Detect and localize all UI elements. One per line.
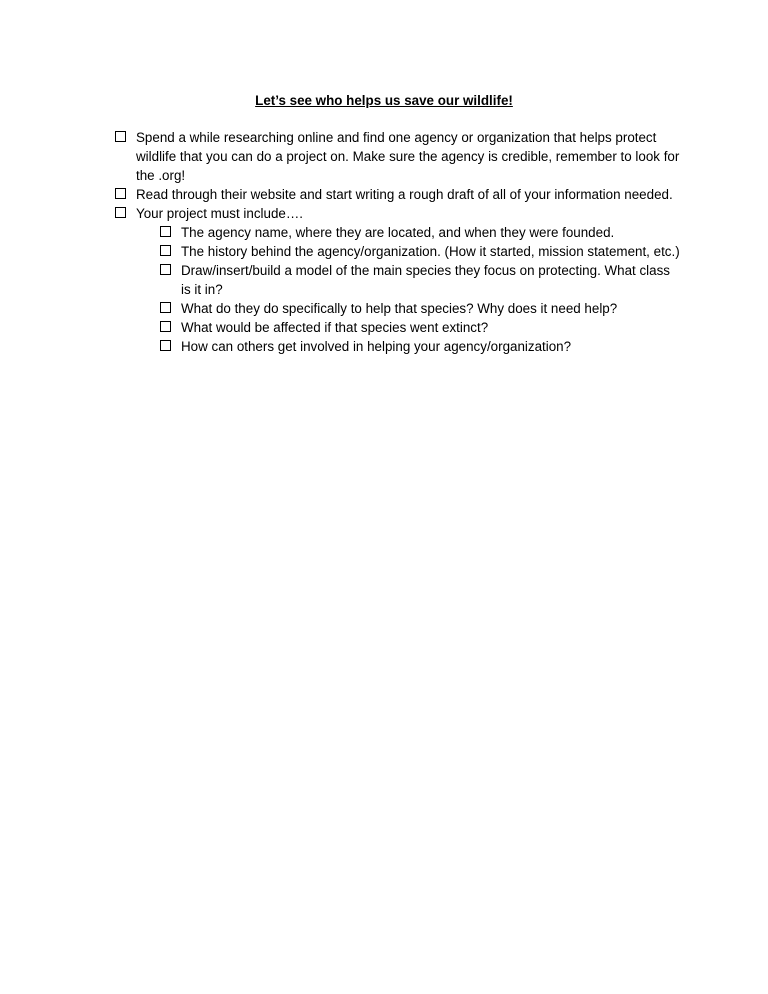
- checklist-subitem-text: The history behind the agency/organization. (How it started, mission statement, etc.): [181, 244, 680, 259]
- checkbox[interactable]: [160, 264, 171, 275]
- checklist-item: [115, 204, 680, 223]
- checklist: [115, 128, 680, 356]
- checklist-subitem: [160, 242, 680, 261]
- checklist-subitem: [160, 318, 680, 337]
- checklist-item: [115, 185, 680, 204]
- checkbox[interactable]: [160, 321, 171, 332]
- checklist-subitem: [160, 299, 680, 318]
- checklist-subitem-text: What do they do specifically to help that species? Why does it need help?: [181, 301, 618, 316]
- document-title: Let’s see who helps us save our wildlife!: [255, 93, 513, 108]
- checklist-subitem-text: How can others get involved in helping your agency/organization?: [181, 339, 572, 354]
- checklist-subitem-text: The agency name, where they are located, and when they were founded.: [181, 225, 615, 240]
- checklist-item-text: Spend a while researching online and find one agency or organization that helps protect wildlife that you can do a project on. Make sure the agency is credible, remember to look for the .org!: [136, 130, 680, 183]
- checkbox[interactable]: [160, 245, 171, 256]
- checkbox[interactable]: [115, 131, 126, 142]
- checklist-subitem-text: What would be affected if that species went extinct?: [181, 320, 489, 335]
- checkbox[interactable]: [160, 226, 171, 237]
- checklist-item-text: Read through their website and start writing a rough draft of all of your information needed.: [136, 187, 673, 202]
- checkbox[interactable]: [115, 207, 126, 218]
- checklist-subitem-text: Draw/insert/build a model of the main species they focus on protecting. What class is it in?: [181, 263, 670, 297]
- checkbox[interactable]: [160, 302, 171, 313]
- checklist-subitem: [160, 337, 680, 356]
- checkbox[interactable]: [160, 340, 171, 351]
- checklist-item: [115, 128, 680, 185]
- checkbox[interactable]: [115, 188, 126, 199]
- checklist-subitem: [160, 223, 680, 242]
- checklist-subitem: [160, 261, 680, 299]
- checklist-item-text: Your project must include….: [136, 206, 303, 221]
